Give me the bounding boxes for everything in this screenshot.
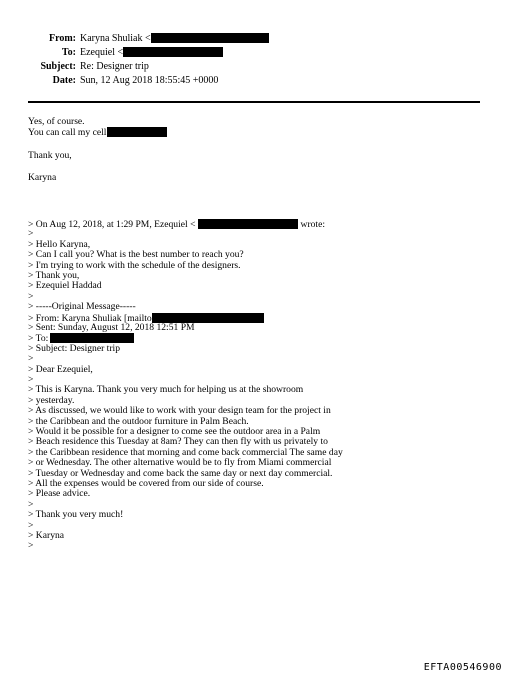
quoted-line: > -----Original Message----- (28, 301, 136, 313)
quoted-line: > Thank you very much! (28, 509, 124, 521)
quoted-line: > (28, 498, 34, 510)
quoted-line: > (28, 519, 34, 531)
quoted-line: > I'm trying to work with the schedule of the designers. (28, 259, 241, 271)
reply-signature: Karyna (28, 172, 57, 183)
quoted-line: > Hello Karyna, (28, 238, 91, 250)
reply-thanks: Thank you, (28, 150, 72, 161)
quoted-line: > (28, 353, 34, 365)
to-value (80, 47, 223, 58)
subject-label: Subject: (40, 61, 76, 72)
to-name: Ezequiel < (80, 47, 124, 58)
quoted-line: > yesterday. (28, 394, 75, 406)
quoted-line: > (28, 540, 34, 552)
quoted-intro-prefix: > On Aug 12, 2018, at 1:29 PM, Ezequiel < (28, 219, 196, 230)
quoted-line: > Tuesday or Wednesday and come back the same day or next day commercial. (28, 467, 333, 479)
from-value (80, 33, 269, 44)
reply-line-1: Yes, of course. (28, 116, 85, 127)
quoted-line: > Beach residence this Tuesday at 8am? They can then fly with us privately to (28, 436, 328, 448)
redaction-bar (123, 47, 223, 57)
quoted-line: > This is Karyna. Thank you very much for helping us at the showroom (28, 384, 304, 396)
redaction-bar (107, 127, 167, 137)
quoted-intro (28, 219, 325, 229)
quoted-line: > (28, 228, 34, 240)
quoted-line: > Sent: Sunday, August 12, 2018 12:51 PM (28, 322, 195, 333)
quoted-line: > Please advice. (28, 488, 91, 500)
quoted-from-text: > From: Karyna Shuliak [mailto (28, 312, 152, 324)
quoted-line: > Ezequiel Haddad (28, 280, 102, 292)
quoted-line: > As discussed, we would like to work with your design team for the project in (28, 405, 331, 417)
document-id: EFTA00546900 (423, 662, 502, 673)
date-value: Sun, 12 Aug 2018 18:55:45 +0000 (80, 75, 219, 86)
quoted-line: > Would it be possible for a designer to come see the outdoor area in a Palm (28, 426, 321, 437)
quoted-intro-suffix: wrote: (300, 219, 326, 230)
date-label: Date: (52, 75, 76, 86)
quoted-line: > (28, 374, 34, 385)
quoted-line: > the Caribbean residence that morning and come back commercial The same day (28, 446, 343, 458)
quoted-line: > Karyna (28, 530, 65, 541)
from-label: From: (48, 33, 76, 44)
reply-line-2-text: You can call my cell (28, 127, 107, 138)
quoted-line: > Can I call you? What is the best number to reach you? (28, 249, 244, 261)
quoted-line: > Dear Ezequiel, (28, 363, 93, 375)
to-label: To: (61, 47, 76, 58)
redaction-bar (151, 33, 269, 43)
redaction-bar (198, 219, 298, 229)
from-name: Karyna Shuliak < (80, 33, 151, 44)
quoted-line: > Subject: Designer trip (28, 342, 121, 354)
quoted-line: > All the expenses would be covered from our side of course. (28, 478, 264, 489)
quoted-line: > or Wednesday. The other alternative would be to fly from Miami commercial (28, 457, 332, 469)
reply-line-2 (28, 127, 167, 138)
quoted-line: > the Caribbean and the outdoor furniture in Palm Beach. (28, 415, 249, 427)
subject-value: Re: Designer trip (80, 61, 149, 72)
redaction-bar (50, 333, 134, 343)
quoted-to-text: > To: (28, 333, 49, 345)
quoted-line: > Thank you, (28, 270, 80, 281)
header-divider (28, 101, 480, 103)
quoted-line: > (28, 290, 34, 302)
